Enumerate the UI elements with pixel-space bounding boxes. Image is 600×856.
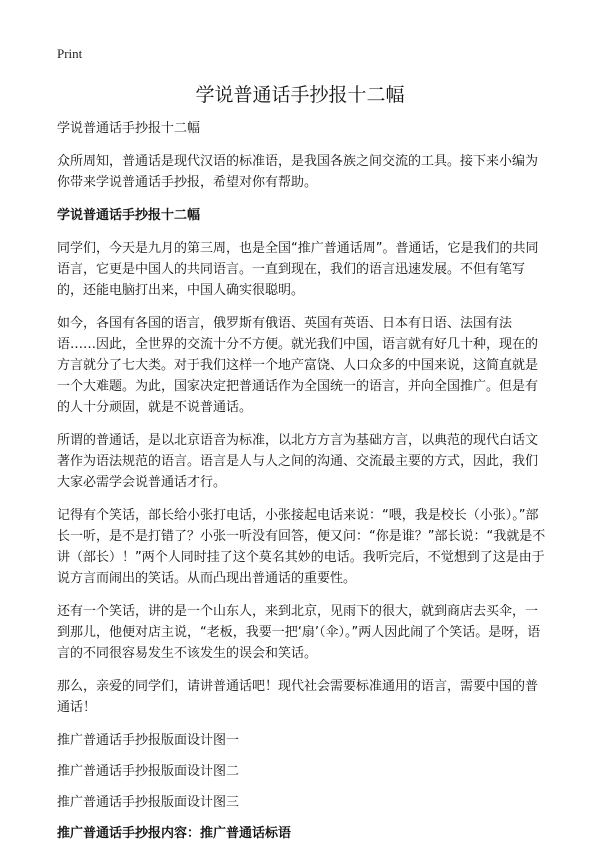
article-subtitle: 学说普通话手抄报十二幅 [57, 121, 201, 136]
body-paragraph-5: 还有一个笑话，讲的是一个山东人，来到北京，见雨下的很大，就到商店去买伞，一到那儿，他便对店主说，“老板，我要一把‘扇’（伞）。”两人因此闹了个笑话。是呀，语言的不同很容易发生不该发生的误会和笑话。 [57, 604, 541, 661]
print-link[interactable]: Print [57, 46, 83, 61]
section-heading: 学说普通话手抄报十二幅 [57, 208, 201, 223]
design-caption-3: 推广普通话手抄报版面设计图三 [57, 795, 240, 810]
body-paragraph-6: 那么，亲爱的同学们，请讲普通话吧！现代社会需要标准通用的语言，需要中国的普通话！ [57, 679, 539, 715]
design-caption-1: 推广普通话手抄报版面设计图一 [57, 733, 240, 748]
intro-paragraph: 众所周知，普通话是现代汉语的标准语，是我国各族之间交流的工具。接下来小编为你带来学说普通话手抄报，希望对你有帮助。 [57, 154, 539, 190]
body-paragraph-3: 所谓的普通话，是以北京语音为标准，以北方方言为基础方言，以典范的现代白话文著作为语法规范的语言。语言是人与人之间的沟通、交流最主要的方式，因此，我们大家必需学会说普通话才行。 [57, 433, 539, 490]
body-paragraph-2: 如今，各国有各国的语言，俄罗斯有俄语、英国有英语、日本有日语、法国有法语……因此，全世界的交流十分不方便。就光我们中国，语言就有好几十种，现在的方言就分了七大类。对于我们这样一个地产富饶、人口众多的中国来说，这简直就是一个大难题。为此，国家决定把普通话作为全国统一的语言，并向全国推广。但是有的人十分顽固，就是不说普通话。 [57, 316, 539, 415]
body-paragraph-4: 记得有个笑话，部长给小张打电话，小张接起电话来说：“喂，我是校长（小张）。”部长一听，是不是打错了？小张一听没有回答，便又问：“你是谁？”部长说：“我就是不讲（部长）！”两个人同时挂了这个莫名其妙的电话。我听完后，不觉想到了这是由于说方言而闹出的笑话。从而凸现出普通话的重要性。 [57, 508, 546, 586]
page-title: 学说普通话手抄报十二幅 [195, 84, 405, 106]
design-caption-2: 推广普通话手抄报版面设计图二 [57, 764, 240, 779]
body-paragraph-1: 同学们，今天是九月的第三周，也是全国“推广普通话周”。普通话，它是我们的共同语言，它更是中国人的共同语言。一直到现在，我们的语言迅速发展。不但有笔写的，还能电脑打出来，中国人确实很聪明。 [57, 241, 539, 298]
content-heading: 推广普通话手抄报内容：推广普通话标语 [57, 826, 292, 841]
article-body [57, 118, 549, 856]
